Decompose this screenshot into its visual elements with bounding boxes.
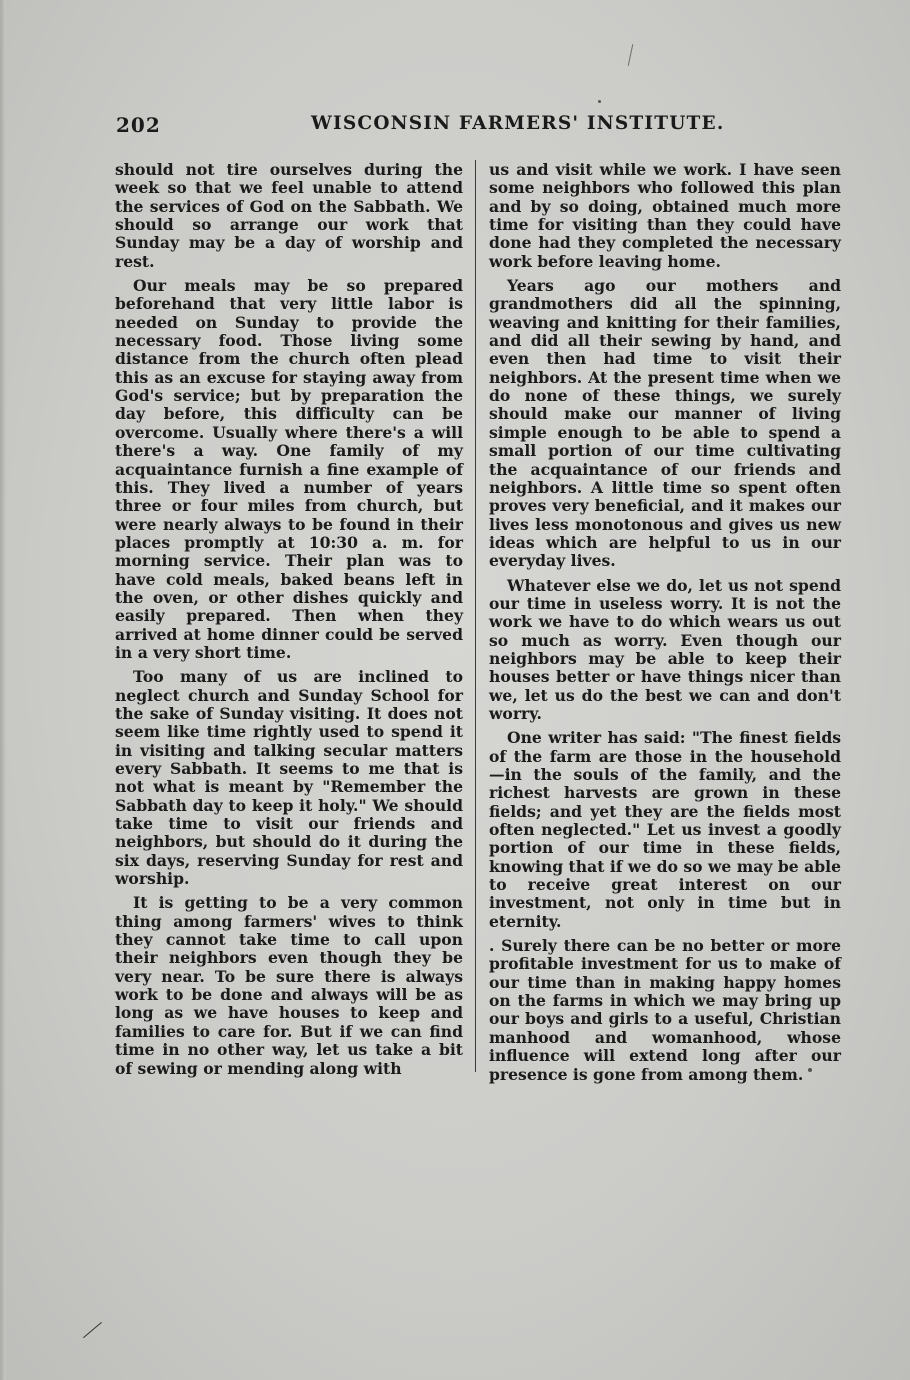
paragraph: Whatever else we do, let us not spend our time in useless worry. It is not the work we have to do which wears us out so much as worry. Even though our neighbors may be able to keep their houses better or have things nicer than we, let us do the best we can and don't worry. — [489, 575, 841, 723]
paragraph: . Surely there can be no better or more profitable investment for us to make of our time than in making happy homes on the farms in which we may bring up our boys and girls to a useful, Christian manhood and womanhood, whose influence will extend long after our presence is gone from among them. — [489, 936, 841, 1084]
ink-speck — [598, 100, 601, 103]
paragraph: Our meals may be so prepared beforehand that very little labor is needed on Sunday to provide the necessary food. Those living some distance from the church often plead this as an excuse for staying away from God's service; but by preparation the day before, this difficulty can be overcome. Usually where there's a will there's a way. One family of my acquaintance furnish a fine example of this. They lived a number of years three or four miles from church, but were nearly always to be found in their places promptly at 10:30 a. m. for morning service. Their plan was to have cold meals, baked beans left in the oven, or other dishes quickly and easily prepared. Then when they arrived at home dinner could be served in a very short time. — [115, 276, 463, 662]
paragraph: us and visit while we work. I have seen some neighbors who followed this plan and by so doing, obtained much more time for visiting than they could have done had they completed the necessary work before leaving home. — [489, 160, 841, 271]
paragraph: should not tire ourselves during the week so that we feel unable to attend the services of God on the Sabbath. We should so arrange our work that Sunday may be a day of worship and rest. — [115, 160, 463, 271]
page-header — [116, 113, 846, 143]
left-column — [115, 161, 463, 1084]
paragraph: Years ago our mothers and grandmothers did all the spinning, weaving and knitting for their families, and did all their sewing by hand, and even then had time to visit their neighbors. At the present time when we do none of these things, we surely should make our manner of living simple enough to be able to spend a small portion of our time cultivating the acquaintance of our friends and neighbors. A little time so spent often proves very beneficial, and it makes our lives less monotonous and gives us new ideas which are helpful to us in our everyday lives. — [489, 276, 841, 571]
paragraph: It is getting to be a very common thing among farmers' wives to think they cannot take time to call upon their neighbors even though they be very near. To be sure there is always work to be done and always will be as long as we have houses to keep and families to care for. But if we can find time in no other way, let us take a bit of sewing or mending along with — [115, 893, 463, 1078]
paper-scratch — [83, 1322, 102, 1338]
paragraph: Too many of us are inclined to neglect church and Sunday School for the sake of Sunday visiting. It does not seem like time rightly used to spend it in visiting and talking secular matters every Sabbath. It seems to me that is not what is meant by "Remember the Sabbath day to keep it holy." We should take time to visit our friends and neighbors, but should do it during the six days, reserving Sunday for rest and worship. — [115, 667, 463, 889]
running-title: WISCONSIN FARMERS' INSTITUTE. — [311, 113, 725, 134]
right-column — [489, 161, 841, 1090]
paper-scratch — [628, 44, 634, 66]
page-number: 202 — [116, 113, 161, 137]
page-edge-shadow — [0, 0, 6, 1380]
paragraph: One writer has said: "The finest fields of the farm are those in the household—in the souls of the family, and the richest harvests are grown in these fields; and yet they are the fields most often neglected." Let us invest a goodly portion of our time in these fields, knowing that if we do so we may be able to receive great interest on our investment, not only in time but in eternity. — [489, 728, 841, 931]
ink-speck — [808, 1068, 812, 1072]
column-divider — [475, 160, 476, 1072]
